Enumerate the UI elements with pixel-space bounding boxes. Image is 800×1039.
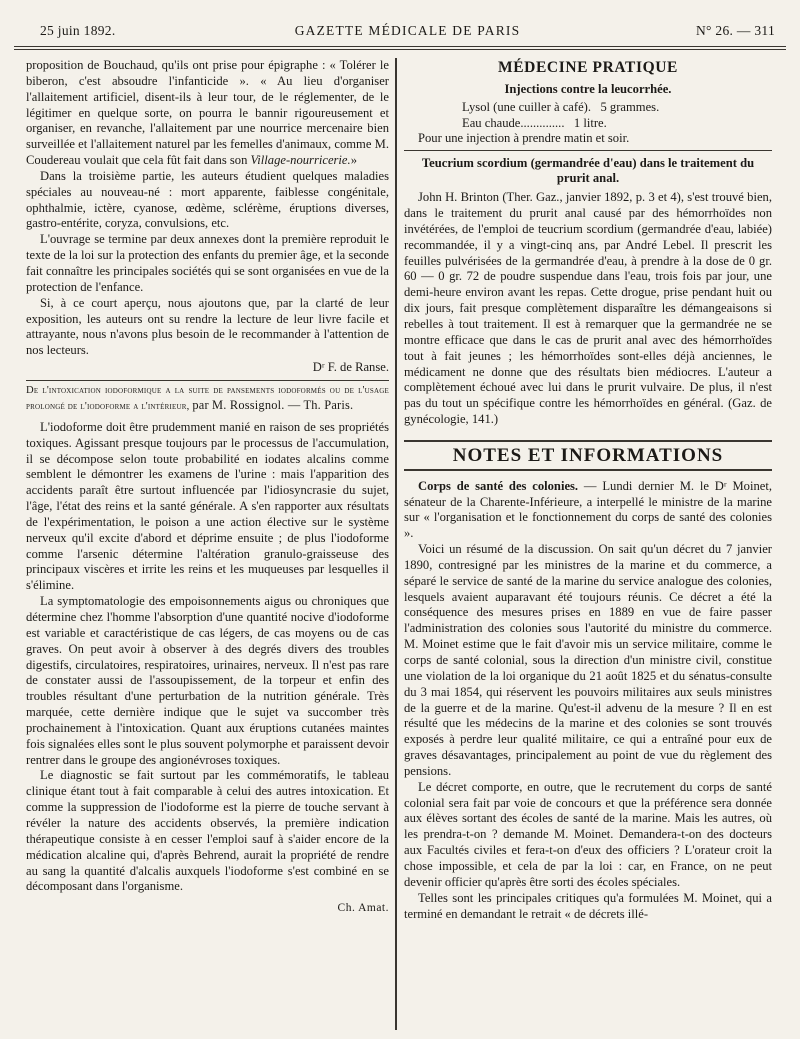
article-author: par M. Rossignol. — Th. Paris. [192, 397, 354, 412]
notes-header-box [404, 440, 772, 471]
paragraph: Voici un résumé de la discussion. On sait qu'un décret du 7 janvier 1890, contresigné par les ministres de la marine et du commerce, a séparé le service de santé de la marine du service analogue des colonies, lesquels avaient auparavant été toujours réunis. Ce décret a été la conséquence des mesures prises en 1889 en vue de faire passer l'administration des colonies sous l'autorité du ministre du commerce. M. Moinet estime que le fait d'avoir mis un service militaire, comme le corps de santé colonial, sous la direction d'un ministre civil, constitue une violation de la loi organique du 21 août 1825 et du sénatus-consulte du 3 mai 1854, qui réservent les pouvoirs militaires aux seuls ministres de la guerre et de la marine. Qu'est-il advenu de la mesure ? Il en est résulté que les médecins de la marine et des colonies se sont trouvés exposés à perdre leur qualité militaire, ce qui a entraîné pour eux de graves désavantages, principalement au point de vue du règlement des pensions. [404, 542, 772, 778]
subsection-title: Injections contre la leucorrhée. [504, 81, 672, 96]
italic-title: Village-nourricerie. [250, 153, 351, 168]
paragraph: Telles sont les principales critiques qu'a formulées M. Moinet, qui a terminé en demandant le retrait « de décrets illé- [404, 890, 772, 921]
section-title: MÉDECINE PRATIQUE [498, 59, 678, 76]
prescription-line: Eau chaude.............. 1 litre. [462, 115, 607, 130]
paragraph: Le diagnostic se fait surtout par les commémoratifs, le tableau clinique étant tout à fait comparable à celui des autres intoxication. Et comme la suppression de l'iodoforme est la pierre de touche servant à révéler la nature des accidents observés, la première indication thérapeutique consiste à en cesser l'emploi sauf à s'aider encore de la médication alcaline qui, d'après Behrend, aurait la propriété de rendre au sang la quantité d'alcalis auxquels l'iodoforme s'est combiné en se décomposant dans l'organisme. [26, 768, 389, 894]
left-column [26, 58, 389, 1030]
header-rule [14, 46, 786, 47]
prescription-line: Lysol (une cuiller à café). 5 grammes. [462, 99, 660, 114]
paragraph: Dans la troisième partie, les auteurs étudient quelques maladies spéciales au nouveau-né : mort apparente, faiblesse congénitale, ophthalmie, ictère, cyanose, œdème, sclérème, éruptions diverses, gastro-entérite, coryza, convulsions, etc. [26, 168, 389, 231]
paragraph: Le décret comporte, en outre, que le recrutement du corps de santé colonial sera fait par voie de concours et que la préférence sera donnée aux élèves sortant des écoles de santé de la marine. Mais les autres, où les prendra-t-on ? demande M. Moinet. Demandera-t-on des docteurs aux Facultés civiles et fera-t-on d'eux des officiers ? L'orateur croit la chose impossible, et cela de par la loi : car, en France, on ne peut devenir officier qu'après être sorti des écoles spéciales. [404, 779, 772, 889]
issue-page-number: N° 26. — 311 [696, 23, 775, 38]
article-heading: De l'intoxication iodoformique a la suite de pansements iodoformés ou de l'usage prolongé de l'iodoforme a l'intérieur, par M. Rossignol. — Th. Paris. [26, 380, 389, 414]
divider [404, 150, 772, 151]
issue-date: 25 juin 1892. [40, 23, 116, 38]
paragraph: proposition de Bouchaud, qu'ils ont prise pour épigraphe : « Tolérer le biberon, c'est absoudre l'infanticide ». « Au lieu d'organiser l'allaitement artificiel, disent-ils à leur tour, de le réglementer, de le légitimer en quelque sorte, on pourra le bannir rigoureusement et organiser, en revanche, l'allaitement par une nourrice mercenaire bien surveillée et l'allaitement naturel par les femelles d'animaux, comme M. Coudereau voulait que cela fût fait dans son Village-nourricerie.» [26, 58, 389, 168]
prescription-note: Pour une injection à prendre matin et soir. [418, 131, 630, 146]
page-header [40, 22, 775, 40]
header-rule-double [14, 49, 786, 50]
notice-heading: Corps de santé des colonies. [418, 478, 579, 493]
journal-title: GAZETTE MÉDICALE DE PARIS [294, 23, 521, 38]
subsection-title: Teucrium scordium (germandrée d'eau) dans le traitement du prurit anal. [421, 156, 755, 186]
paragraph: L'iodoforme doit être prudemment manié en raison de ses propriétés toxiques. Agissant presque toujours par le processus de l'accumulation, il se décompose selon toute probabilité en iodates alcalins comme semblent le démontrer les examens de l'urine : mais l'apparition des accidents paraît être surtout influencée par l'idiosyncrasie du sujet, l'âge, l'état des reins et la santé générale. A s'en rapporter aux résultats de l'expérimentation, le poison a une action élective sur le système nerveux qu'il excite d'abord et déprime ensuite ; de plus l'iodoforme comme l'arsenic détermine l'altération granulo-graisseuse des principaux viscères et irrite les reins et les muqueuses par lesquelles il s'élimine. [26, 419, 389, 593]
right-column [404, 58, 772, 1030]
paragraph: John H. Brinton (Ther. Gaz., janvier 1892, p. 3 et 4), s'est trouvé bien, dans le traitement du prurit anal causé par des hémorrhoïdes non invétérées, de l'emploi de teucrium scordium (germandrée d'eau, labiée) recommandée, il y a vingt-cinq ans, par André Lebel. Il prescrit les feuilles pulvérisées de la germandrée d'eau, à prendre à la dose de 0 gr. 60 — 0 gr. 72 de poudre suspendue dans l'eau, trois fois par jour, une demi-heure environ avant les repas. Cette drogue, prise pendant huit ou dix jours, fait presque complètement disparaître les démangeaisons si rebelles à tout traitement. Il est à remarquer que la germandrée ne se montre efficace que dans le cas de prurit anal avec des hémorrhoïdes tout à fait jeunes ; les hémorrhoïdes sont-elles déjà anciennes, le médicament ne donne que des résultats bien médiocres. L'auteur a complètement échoué avec lui dans le prurit vulvaire. De plus, il n'est pas du tout un spécifique contre les hémorrhoïdes en général. (Gaz. de gynécologie, 141.) [404, 190, 772, 427]
notes-title: NOTES ET INFORMATIONS [452, 444, 724, 466]
paragraph: La symptomatologie des empoisonnements aigus ou chroniques que détermine chez l'homme l'absorption d'une quantité nocive d'iodoforme est variable et caractéristique de cas légers, de cas moyens ou de cas graves. On peut avoir à observer à des degrés divers des troubles digestifs, circulatoires, respiratoires, urinaires, nerveux. Il n'est pas rare de constater aussi de l'assoupissement, de la torpeur et enfin des troubles résultant d'une perturbation de la nutrition générale. Très marquée, cette dernière indique que le sujet va succomber très prochainement à l'intoxication. Quant aux éruptions cutanées maintes fois signalées elles sont le plus souvent polymorphe et paraissent devoir rentrer dans le groupe des angionévroses toxiques. [26, 594, 389, 767]
paragraph: Corps de santé des colonies. — Lundi dernier M. le Dʳ Moinet, sénateur de la Charente-Inférieure, a interpellé le ministre de la marine sur « l'organisation et le fonctionnement du corps de santé des colonies ». [404, 478, 772, 541]
paragraph: L'ouvrage se termine par deux annexes dont la première reproduit le texte de la loi sur la protection des enfants du premier âge, et la seconde fait connaître les principales sociétés qui se sont organisées en vue de la protection de l'enfance. [26, 232, 389, 294]
article-signature: Ch. Amat. [337, 902, 389, 915]
prescription [462, 100, 772, 132]
paragraph: Si, à ce court aperçu, nous ajoutons que, par la clarté de leur exposition, les auteurs ont su rendre la lecture de leur livre facile et attrayante, nous n'avons plus besoin de le recommander à l'attention de nos lecteurs. [26, 295, 389, 358]
column-divider [395, 58, 397, 1030]
review-signature: Dʳ F. de Ranse. [312, 360, 389, 375]
